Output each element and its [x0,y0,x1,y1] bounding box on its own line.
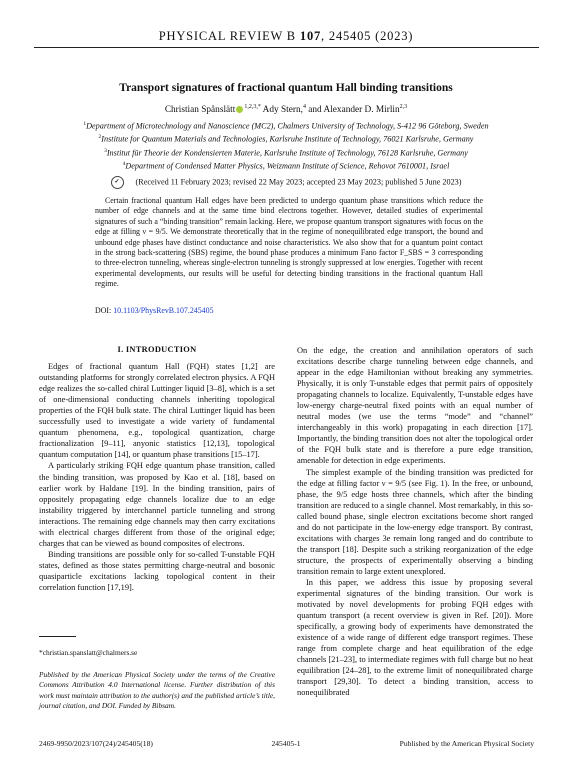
footnote-rule [39,636,76,637]
author-name[interactable]: and Alexander D. Mirlin [308,105,400,116]
affiliation-number: 4 [122,160,126,167]
right-column [297,345,533,699]
issn-footer: 2469-9950/2023/107(24)/245405(18) [39,739,153,748]
affiliation [0,132,572,145]
section-heading: I. INTRODUCTION [117,345,197,354]
affiliations [0,119,572,172]
orcid-icon[interactable] [236,106,243,113]
body-paragraph: A particularly striking FQH edge quantum phase transition, called the binding transition, was proposed by Kao et al. [18], based on earlier work by Haldane [19]. In the binding transition, pairs of oppositely propagating edge channels localize due to an edge instability triggered by interchannel particle tunneling and strong interactions. The remaining edge channels may then carry excitations with electrical charges different from those of the original edge; charges that can be viewed as bound composites of electrons. [39,461,275,548]
journal-volume: 107 [299,29,322,43]
journal-name: PHYSICAL REVIEW B [158,29,296,43]
author-affiliation-marker: 1,2,3,* [244,104,261,110]
doi-link[interactable]: 10.1103/PhysRevB.107.245405 [113,306,214,315]
article-title: Transport signatures of fractional quantum Hall binding transitions [119,82,453,94]
abstract: Certain fractional quantum Hall edges have been predicted to undergo quantum phase transitions which reduce the number of edge channels and at the same time bind electrons together. However, detailed studies of experimental signatures of such a “binding transition” remain lacking. Here, we propose quantum transport signatures with focus on the edge at filling ν = 9/5. We demonstrate theoretically that in the regime of nonequilibrated edge transport, the bound and unbound edge phases have distinct conductance and noise characteristics. We also show that for a quantum point contact in the strong back-scattering (SBS) regime, the bound phase produces a minimum Fano factor F_SBS = 3 corresponding to three-electron tunneling, whereas single-electron tunneling is strongly suppressed at low energies. Together with recent experimental developments, our results will be useful for detecting binding transitions in the fractional quantum Hall regime. [95,196,483,289]
doi-label: DOI: [95,306,112,315]
body-paragraph: The simplest example of the binding transition was predicted for the edge at filling factor ν = 9/5 (see Fig. 1). In the free, or unbound, phase, the 9/5 edge hosts three channels, which after the binding transition are reduced to a single channel. Most remarkably, in this so-called bound phase, single electron excitations become short ranged and do not participate in the low-energy edge transport. By contrast, excitations with charges 3e remain long ranged and do contribute to the transport [18]. Despite such a striking reorganization of the edge structure, the prospects of experimentally observing a binding transition remain to large extent unexplored. [297,467,533,576]
article-info: 245405 (2023) [328,29,414,43]
body-paragraph: In this paper, we address this issue by proposing several experimental signatures of the binding transition. Our work is motivated by novel developments for probing FQH edges with quantum transport (a recent overview is given in Ref. [20]). More specifically, a growing body of experiments have demonstrated the existence of a wide range of different edge transport regimes. These range from complete charge and heat equilibration of the edge channels [21–23], to intermediate regimes with full charge but no heat equilibration [24–28], to the extreme limit of nonequilibrated charge transport [29,30]. To detect a binding transition, access to nonequilibrated [297,577,533,698]
author-list [0,104,572,115]
affiliation-text: Institute for Quantum Materials and Technologies, Karlsruhe Institute of Technology, 76021 Karlsruhe, Germany [101,135,474,145]
left-column [39,344,275,593]
affiliation-number: 1 [83,121,87,127]
affiliation-text: Department of Condensed Matter Physics, Weizmann Institute of Science, Rehovot 7610001, Israel [125,161,450,171]
affiliation-number: 3 [104,147,107,154]
corresponding-author-footnote[interactable]: *christian.spanslatt@chalmers.se [39,648,138,657]
affiliation [0,119,572,132]
license-statement: Published by the American Physical Society under the terms of the Creative Commons Attribution 4.0 International license. Further distribution of this work must maintain attribution to the author(s) and the published article’s title, journal citation, and DOI. Funded by Bibsam. [39,670,275,710]
publisher-footer: Published by the American Physical Society [399,739,534,748]
author-name[interactable]: Christian Spånslätt [164,105,236,116]
body-paragraph: Binding transitions are possible only for so-called T-unstable FQH states, defined as those states permitting charge-neutral and bosonic quasiparticle excitations lacking topological content in their correlation function [17,19]. [39,549,275,592]
affiliation [0,146,572,159]
body-paragraph: Edges of fractional quantum Hall (FQH) states [1,2] are outstanding platforms for strongly correlated electron physics. A FQH edge realizes the so-called chiral Luttinger liquid [3–8], which is a set of one-dimensional conducting channels inheriting topological properties of the FQH bulk state. The chiral Luttinger liquid has been successfully used to investigate a wide variety of fundamental quantum phenomena, e.g., topological quantization, charge fractionalization [9–11], anyonic statistics [12,13], topological quantum computation [14], or quantum phase transitions [15–17]. [39,362,275,460]
received-dates [0,176,572,189]
author-affiliation-marker: 4 [302,104,306,110]
affiliation-number: 2 [98,134,102,141]
journal-header: PHYSICAL REVIEW B 107, 245405 (2023) [158,29,414,43]
received-text: (Received 11 February 2023; revised 22 May 2023; accepted 23 May 2023; published 5 June 2023) [135,177,462,187]
doi-line [95,306,483,315]
affiliation-text: Institut für Theorie der Kondensierten Materie, Karlsruhe Institute of Technology, 76128 Karlsruhe, Germany [106,148,468,158]
author-name[interactable]: Ady Stern, [262,105,303,116]
affiliation-text: Department of Microtechnology and Nanoscience (MC2), Chalmers University of Technology, S-412 96 Göteborg, Sweden [86,121,489,131]
body-paragraph: On the edge, the creation and annihilation operators of such excitations describe charge tunneling between edge channels, and appear in the edge Hamiltonian without breaking any symmetries. Physically, it is only T-unstable edges that permit pairs of oppositely propagating channels to localize. Equivalently, T-unstable edges have low-energy charge-neutral fixed points with an equal number of neutral modes (we use the terms “mode” and “channel” interchangeably in this work) propagating in each direction [17]. Importantly, the binding transition does not alter the topological order of the FQH bulk state and is therefore a pure edge transition, amenable for detection in edge experiments. [297,346,533,466]
page-number: 245405-1 [271,739,301,748]
check-for-updates-icon[interactable]: ✓ [111,176,124,189]
affiliation [0,159,572,172]
author-affiliation-marker: 2,3 [399,104,408,110]
header-rule [34,47,539,48]
